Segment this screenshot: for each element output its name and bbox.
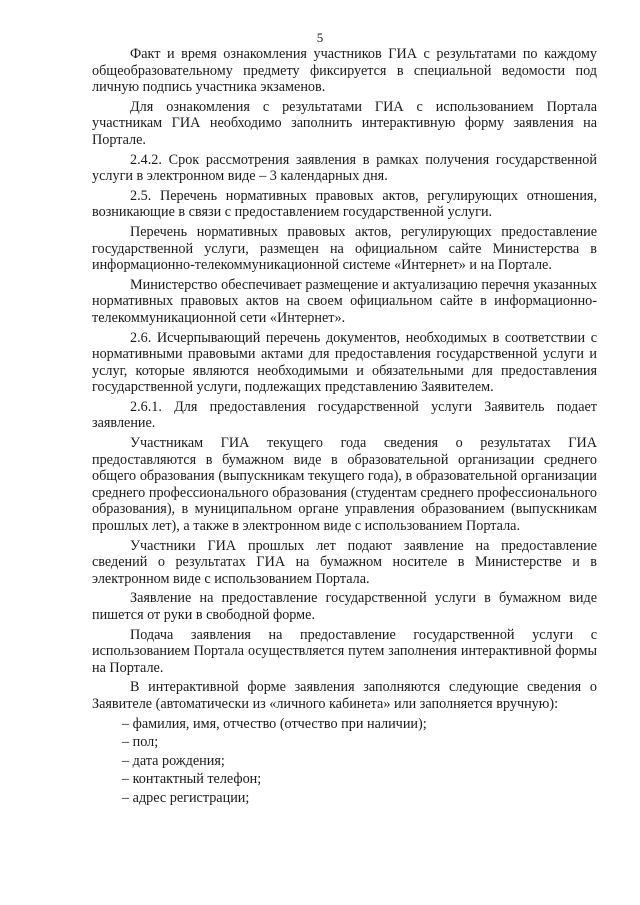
list-item: – контактный телефон; (122, 771, 262, 788)
paragraph: Участники ГИА прошлых лет подают заявление на предоставление сведений о результатах ГИА на бумажном носителе в Министерстве и в электронном виде с использованием Портала. (92, 537, 597, 587)
paragraph: 2.4.2. Срок рассмотрения заявления в рамках получения государственной услуги в электронном виде – 3 календарных дня. (92, 151, 597, 185)
list-item: – дата рождения; (122, 752, 225, 769)
paragraph: Для ознакомления с результатами ГИА с использованием Портала участникам ГИА необходимо заполнить интерактивную форму заявления на Портале. (92, 98, 597, 148)
paragraph: 2.6.1. Для предоставления государственной услуги Заявитель подает заявление. (92, 398, 597, 432)
paragraph: Подача заявления на предоставление государственной услуги с использованием Портала осуществляется путем заполнения интерактивной формы на Портале. (92, 626, 597, 676)
paragraph: Перечень нормативных правовых актов, регулирующих предоставление государственной услуги, размещен на официальном сайте Министерства в информационно-телекоммуникационной системе «Интернет» и на Портале. (92, 223, 597, 274)
page-number: 5 (316, 30, 324, 45)
list-item: – фамилия, имя, отчество (отчество при наличии); (122, 715, 427, 732)
paragraph: 2.5. Перечень нормативных правовых актов, регулирующих отношения, возникающие в связи с предоставлением государственной услуги. (92, 187, 597, 221)
paragraph: В интерактивной форме заявления заполняются следующие сведения о Заявителе (автоматически из «личного кабинета» или заполняется вручную): (92, 679, 597, 712)
document-body (92, 46, 597, 809)
paragraph: 2.6. Исчерпывающий перечень документов, необходимых в соответствии с нормативными правовыми актами для предоставления государственной услуги и услуг, которые являются необходимыми и обязательными для предоставления государственной услуги, подлежащих представлению Заявителем. (92, 329, 597, 396)
paragraph: Факт и время ознакомления участников ГИА с результатами по каждому общеобразовательному предмету фиксируется в специальной ведомости под личную подпись участника экзаменов. (92, 46, 597, 96)
list-item: – пол; (122, 734, 159, 751)
paragraph: Заявление на предоставление государственной услуги в бумажном виде пишется от руки в свободной форме. (92, 590, 597, 623)
list-item: – адрес регистрации; (122, 789, 250, 806)
paragraph: Министерство обеспечивает размещение и актуализацию перечня указанных нормативных правовых актов на своем официальном сайте в информационно-телекоммуникационной сети «Интернет». (92, 276, 597, 326)
paragraph: Участникам ГИА текущего года сведения о результатах ГИА предоставляются в бумажном виде в образовательной организации среднего общего образования (выпускникам текущего года), в образовательной организации среднего профессионального образования (студентам среднего профессионального образования), в муниципальном органе управления образованием (выпускникам прошлых лет), а также в электронном виде с использованием Портала. (92, 435, 597, 535)
